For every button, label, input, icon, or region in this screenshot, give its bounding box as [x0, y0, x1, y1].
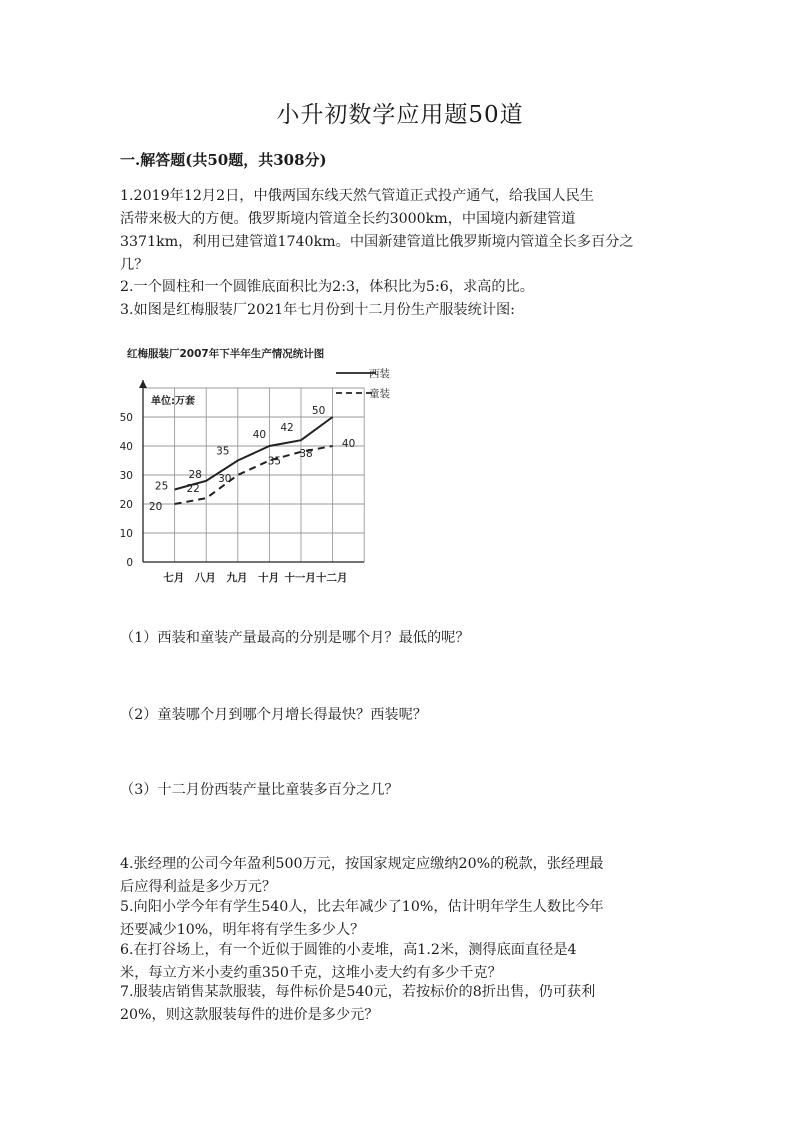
x-tick-label: 八月	[194, 572, 216, 584]
problem-3-question-2: （2）童装哪个月到哪个月增长得最快？西装呢？	[120, 707, 427, 723]
problem-2: 2.一个圆柱和一个圆锥底面积比为2:3，体积比为5:6，求高的比。	[120, 279, 534, 295]
data-label: 22	[186, 483, 200, 496]
data-label: 42	[280, 422, 294, 435]
chart-title: 红梅服装厂2007年下半年生产情况统计图	[127, 348, 325, 360]
y-tick-label: 50	[119, 412, 133, 424]
data-label: 25	[154, 480, 169, 493]
data-label: 50	[311, 405, 326, 417]
y-axis-arrow	[139, 380, 147, 388]
y-tick-label: 10	[119, 528, 133, 540]
problem-3-question-1: （1）西装和童装产量最高的分别是哪个月？最低的呢？	[120, 630, 470, 646]
line-chart	[110, 340, 390, 595]
problem-3-question-3: （3）十二月份西装产量比童装多百分之几？	[120, 782, 399, 798]
page-title: 小升初数学应用题50道	[276, 102, 524, 128]
y-tick-label: 0	[126, 557, 133, 569]
data-label: 20	[148, 501, 163, 513]
legend-label-1: 西装	[369, 368, 390, 380]
data-label: 28	[188, 468, 202, 481]
problem-3: 3.如图是红梅服装厂2021年七月份到十二月份生产服装统计图:	[120, 302, 515, 318]
data-label: 38	[299, 447, 313, 460]
problem-6: 6.在打谷场上，有一个近似于圆锥的小麦堆，高1.2米，测得底面直径是4 米，每立方米小麦约重350千克，这堆小麦大约有多少千克？	[120, 942, 577, 981]
data-label: 30	[218, 473, 232, 485]
x-tick-label: 九月	[226, 572, 248, 584]
y-tick-label: 20	[119, 499, 133, 511]
x-tick-label: 十月	[258, 572, 280, 584]
problem-7: 7.服装店销售某款服装，每件标价是540元，若按标价的8折出售，仍可获利 20%，则这款服装每件的进价是多少元？	[120, 984, 596, 1023]
problem-5: 5.向阳小学今年有学生540人，比去年减少了10%，估计明年学生人数比今年 还要减少10%，明年将有学生多少人？	[120, 899, 604, 938]
section-heading: 一.解答题(共50题，共308分)	[120, 151, 327, 169]
legend-label-2: 童装	[369, 388, 390, 400]
y-tick-label: 40	[119, 441, 133, 453]
problem-1: 1.2019年12月2日，中俄两国东线天然气管道正式投产通气，给我国人民生 活带来极大的方便。俄罗斯境内管道全长约3000km，中国境内新建管道 3371km，利用已建管道1740km。中国新建管道比俄罗斯境内管道全长多百分之 几？	[120, 188, 634, 273]
unit-label: 单位:万套	[151, 396, 195, 407]
data-label: 40	[252, 429, 267, 441]
data-label: 40	[341, 438, 356, 450]
problem-4: 4.张经理的公司今年盈利500万元，按国家规定应缴纳20%的税款，张经理最 后应得利益是多少万元？	[120, 856, 604, 895]
x-tick-label: 十一月	[284, 572, 316, 584]
x-tick-label: 七月	[163, 572, 185, 584]
data-label: 35	[216, 445, 230, 458]
x-tick-label: 十二月	[316, 572, 348, 584]
y-tick-label: 30	[119, 470, 133, 482]
data-label: 35	[267, 455, 282, 468]
